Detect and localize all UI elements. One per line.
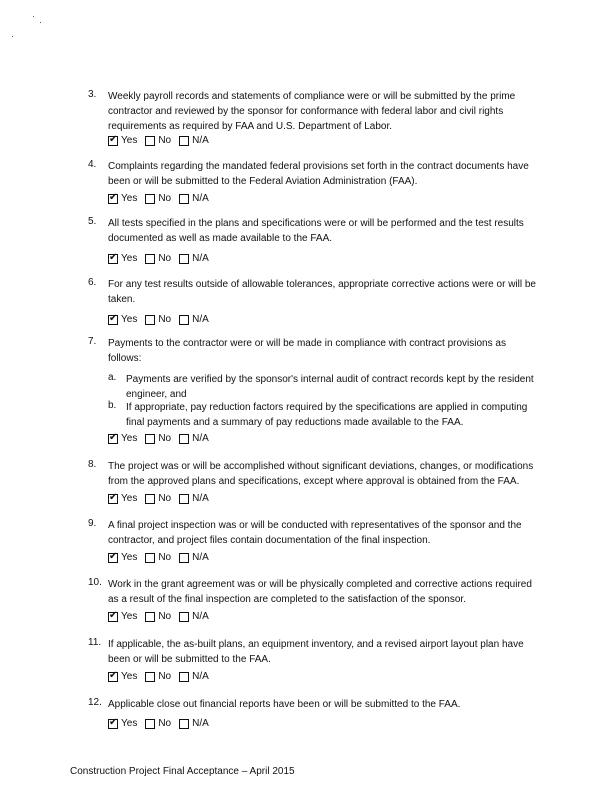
option-na[interactable]	[179, 611, 209, 622]
item-text-line: from the approved plans and specifications, except where approval is obtained from the FAA.	[108, 476, 520, 487]
option-label: Yes	[121, 611, 138, 622]
item-number: 10.	[88, 577, 102, 588]
item-text-line: as a result of the final inspection are completed to the satisfaction of the sponsor.	[108, 594, 466, 605]
option-label: Yes	[121, 193, 138, 204]
answer-options	[108, 552, 209, 563]
item-number: 11.	[88, 637, 102, 648]
option-na[interactable]	[179, 314, 209, 325]
checkbox[interactable]	[108, 434, 118, 444]
option-yes[interactable]	[108, 671, 137, 682]
checkbox[interactable]	[108, 719, 118, 729]
option-na[interactable]	[179, 135, 209, 146]
option-na[interactable]	[179, 552, 209, 563]
option-na[interactable]	[179, 493, 209, 504]
item-number: 5.	[88, 216, 97, 227]
item-text-line: Applicable close out financial reports have been or will be submitted to the FAA.	[108, 699, 461, 710]
option-yes[interactable]	[108, 253, 137, 264]
option-label: N/A	[192, 193, 209, 204]
option-na[interactable]	[179, 253, 209, 264]
option-na[interactable]	[179, 718, 209, 729]
checkbox[interactable]	[108, 254, 118, 264]
item-text-line: The project was or will be accomplished without significant deviations, changes, or modifications	[108, 461, 534, 472]
option-label: N/A	[192, 493, 209, 504]
item-text-line: contractor and reviewed by the sponsor for conformance with federal labor and civil rights	[108, 106, 504, 117]
option-yes[interactable]	[108, 552, 137, 563]
option-label: No	[158, 253, 172, 264]
item-number: 6.	[88, 277, 97, 288]
item-number: 4.	[88, 159, 97, 170]
option-yes[interactable]	[108, 718, 137, 729]
checkbox[interactable]	[179, 315, 189, 325]
option-no[interactable]	[145, 552, 171, 563]
checkbox[interactable]	[145, 194, 155, 204]
sub-item-text-line: final payments and a summary of pay reductions made available to the FAA.	[126, 417, 464, 428]
option-yes[interactable]	[108, 611, 137, 622]
checkbox[interactable]	[145, 612, 155, 622]
checkbox[interactable]	[145, 434, 155, 444]
item-text-line: All tests specified in the plans and specifications were or will be performed and the test results	[108, 218, 524, 229]
checkbox[interactable]	[108, 194, 118, 204]
option-no[interactable]	[145, 253, 171, 264]
checkbox[interactable]	[179, 494, 189, 504]
option-label: No	[158, 493, 172, 504]
option-yes[interactable]	[108, 135, 137, 146]
option-label: Yes	[121, 671, 138, 682]
answer-options	[108, 193, 209, 204]
option-label: Yes	[121, 493, 138, 504]
sub-item-text-line: engineer, and	[126, 389, 187, 400]
item-text-line: Complaints regarding the mandated federal provisions set forth in the contract documents have	[108, 161, 529, 172]
option-yes[interactable]	[108, 314, 137, 325]
answer-options	[108, 314, 209, 325]
answer-options	[108, 253, 209, 264]
sub-item-text-line: If appropriate, pay reduction factors required by the specifications are applied in computing	[126, 402, 528, 413]
checkbox[interactable]	[145, 494, 155, 504]
option-label: Yes	[121, 718, 138, 729]
option-no[interactable]	[145, 433, 171, 444]
item-text-line: contractor, and project files contain documentation of the final inspection.	[108, 535, 431, 546]
option-label: No	[158, 135, 172, 146]
sub-item-label: a.	[108, 372, 117, 383]
option-label: No	[158, 193, 172, 204]
option-label: N/A	[192, 314, 209, 325]
page-footer: Construction Project Final Acceptance – April 2015	[70, 766, 295, 777]
item-text-line: taken.	[108, 294, 136, 305]
scan-speck	[33, 16, 34, 17]
option-label: No	[158, 433, 172, 444]
item-text-line: For any test results outside of allowable tolerances, appropriate corrective actions were or will be	[108, 279, 536, 290]
option-no[interactable]	[145, 135, 171, 146]
scan-speck	[12, 36, 13, 37]
option-no[interactable]	[145, 314, 171, 325]
answer-options	[108, 671, 209, 682]
checkbox[interactable]	[179, 719, 189, 729]
checkbox[interactable]	[145, 315, 155, 325]
answer-options	[108, 718, 209, 729]
item-number: 12.	[88, 697, 102, 708]
option-label: N/A	[192, 611, 209, 622]
item-number: 3.	[88, 89, 97, 100]
item-number: 7.	[88, 336, 97, 347]
answer-options	[108, 135, 209, 146]
checkbox[interactable]	[179, 254, 189, 264]
sub-item-label: b.	[108, 400, 117, 411]
checkbox[interactable]	[145, 719, 155, 729]
item-text-line: Weekly payroll records and statements of compliance were or will be submitted by the prime	[108, 91, 516, 102]
option-label: No	[158, 314, 172, 325]
item-text-line: documented as well as made available to the FAA.	[108, 233, 333, 244]
option-no[interactable]	[145, 718, 171, 729]
sub-item-text-line: Payments are verified by the sponsor's internal audit of contract records kept by the resident	[126, 374, 534, 385]
option-label: Yes	[121, 552, 138, 563]
checkbox[interactable]	[145, 553, 155, 563]
option-label: N/A	[192, 671, 209, 682]
option-no[interactable]	[145, 493, 171, 504]
option-na[interactable]	[179, 671, 209, 682]
item-text-line: If applicable, the as-built plans, an equipment inventory, and a revised airport layout plan have	[108, 639, 524, 650]
option-label: N/A	[192, 253, 209, 264]
item-text-line: A final project inspection was or will be conducted with representatives of the sponsor and the	[108, 520, 522, 531]
option-label: N/A	[192, 552, 209, 563]
answer-options	[108, 611, 209, 622]
option-label: N/A	[192, 135, 209, 146]
checkbox[interactable]	[108, 494, 118, 504]
answer-options	[108, 493, 209, 504]
checkbox[interactable]	[145, 136, 155, 146]
item-number: 8.	[88, 459, 97, 470]
checkbox[interactable]	[179, 672, 189, 682]
option-label: No	[158, 671, 172, 682]
checkbox[interactable]	[108, 136, 118, 146]
item-text-line: Work in the grant agreement was or will be physically completed and corrective actions required	[108, 579, 532, 590]
answer-options	[108, 433, 209, 444]
checkbox[interactable]	[179, 194, 189, 204]
option-na[interactable]	[179, 433, 209, 444]
item-text-line: requirements as required by FAA and U.S. Department of Labor.	[108, 121, 393, 132]
checkbox[interactable]	[179, 136, 189, 146]
option-yes[interactable]	[108, 193, 137, 204]
option-label: No	[158, 552, 172, 563]
option-label: No	[158, 718, 172, 729]
item-text-line: Payments to the contractor were or will be made in compliance with contract provisions as	[108, 338, 506, 349]
option-yes[interactable]	[108, 433, 137, 444]
checkbox[interactable]	[179, 553, 189, 563]
checkbox[interactable]	[108, 612, 118, 622]
option-no[interactable]	[145, 671, 171, 682]
checkbox[interactable]	[108, 315, 118, 325]
option-label: Yes	[121, 314, 138, 325]
checkbox[interactable]	[179, 434, 189, 444]
item-text-line: follows:	[108, 353, 142, 364]
option-no[interactable]	[145, 193, 171, 204]
option-label: Yes	[121, 253, 138, 264]
option-label: Yes	[121, 135, 138, 146]
checkbox[interactable]	[108, 553, 118, 563]
checkbox[interactable]	[108, 672, 118, 682]
checkbox[interactable]	[179, 612, 189, 622]
option-label: No	[158, 611, 172, 622]
option-no[interactable]	[145, 611, 171, 622]
scan-speck	[40, 22, 41, 23]
option-label: N/A	[192, 718, 209, 729]
option-na[interactable]	[179, 193, 209, 204]
item-number: 9.	[88, 518, 97, 529]
checkbox[interactable]	[145, 672, 155, 682]
option-label: Yes	[121, 433, 138, 444]
checkbox[interactable]	[145, 254, 155, 264]
option-yes[interactable]	[108, 493, 137, 504]
option-label: N/A	[192, 433, 209, 444]
item-text-line: been or will be submitted to the Federal Aviation Administration (FAA).	[108, 176, 418, 187]
item-text-line: been or will be submitted to the FAA.	[108, 654, 271, 665]
